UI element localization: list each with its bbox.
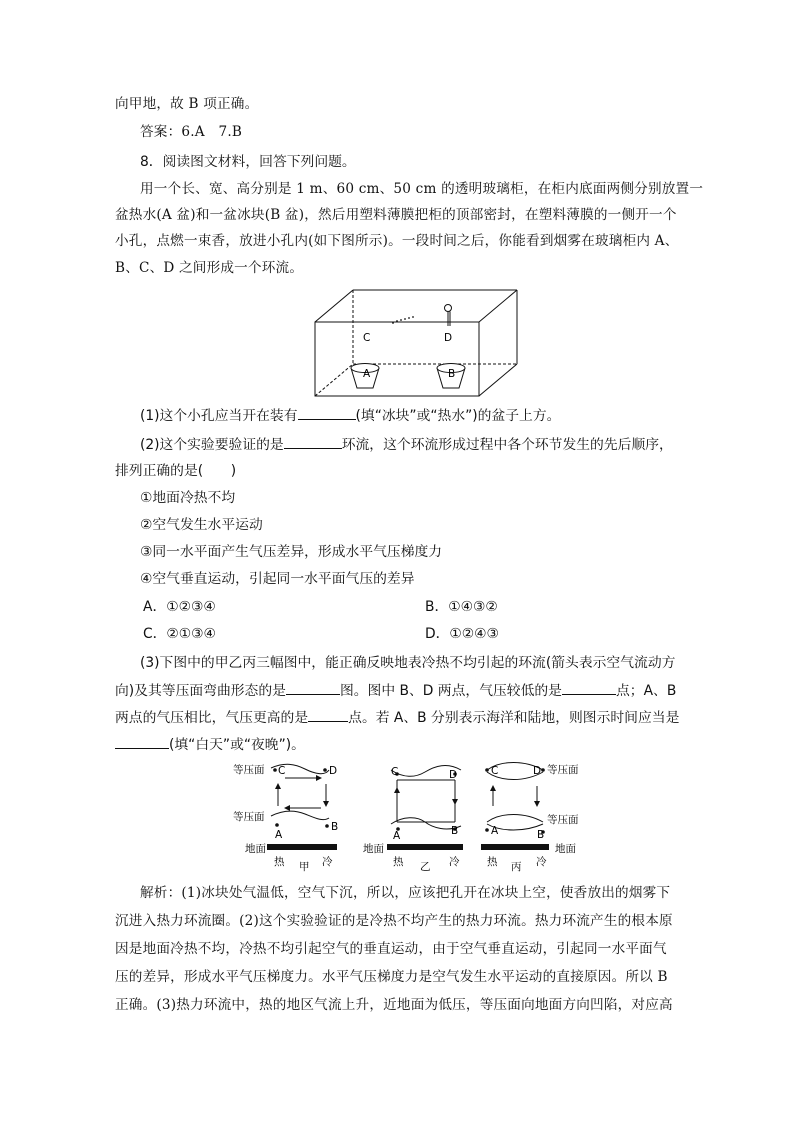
question-3-line1: (3)下图中的甲乙丙三幅图中，能正确反映地表冷热不均引起的环流(箭头表示空气流动方 bbox=[140, 655, 676, 671]
question-2-line2: 排列正确的是( ) bbox=[115, 463, 237, 479]
material-line-3: 小孔，点燃一束香，放进小孔内(如下图所示)。一段时间之后，你能看到烟雾在玻璃柜内 A、 bbox=[115, 233, 679, 249]
point-c: C bbox=[491, 765, 499, 777]
choice-d[interactable]: D．①②④③ bbox=[425, 626, 499, 642]
ground-label: 地面 bbox=[245, 843, 266, 855]
answer-blank[interactable] bbox=[115, 734, 169, 749]
point-c: C bbox=[391, 766, 399, 778]
answer-blank[interactable] bbox=[284, 434, 342, 449]
hot-label: 热 bbox=[274, 856, 285, 868]
option-1: ①地面冷热不均 bbox=[140, 490, 236, 506]
cabinet-figure bbox=[305, 282, 525, 402]
diagram-bing bbox=[481, 763, 579, 874]
answer-line: 答案：6.A 7.B bbox=[140, 124, 243, 140]
caption-jia: 甲 bbox=[299, 861, 310, 873]
q3-text-e: 点。若 A、B 分别表示海洋和陆地，则图示时间应当是 bbox=[348, 710, 680, 726]
ground-label: 地面 bbox=[363, 843, 384, 855]
answer-blank[interactable] bbox=[562, 680, 616, 695]
choice-b[interactable]: B．①④③② bbox=[425, 599, 498, 615]
point-d: D bbox=[533, 765, 542, 777]
caption-bing: 丙 bbox=[511, 861, 522, 873]
question-2-pre: (2)这个实验要验证的是 bbox=[140, 437, 284, 453]
analysis-line-5: 正确。(3)热力环流中，热的地区气流上升，近地面为低压，等压面向地面方向凹陷，对应高 bbox=[115, 997, 673, 1013]
incense-stick bbox=[445, 305, 452, 327]
cold-label: 冷 bbox=[449, 856, 460, 868]
point-a: A bbox=[275, 829, 283, 841]
point-b: B bbox=[451, 825, 459, 837]
choice-a[interactable]: A．①②③④ bbox=[143, 599, 216, 615]
answer-blank[interactable] bbox=[298, 405, 356, 420]
analysis-line-3: 因是地面冷热不均，冷热不均引起空气的垂直运动，由于空气垂直运动，引起同一水平面气 bbox=[115, 941, 667, 957]
point-a: A bbox=[491, 825, 499, 837]
ground-label: 地面 bbox=[555, 843, 576, 855]
isobar-label: 等压面 bbox=[233, 811, 265, 823]
text-line: 向甲地，故 B 项正确。 bbox=[115, 96, 259, 112]
analysis-line-4: 压的差异，形成水平气压梯度力。水平气压梯度力是空气发生水平运动的直接原因。所以 B bbox=[115, 969, 668, 985]
option-2: ②空气发生水平运动 bbox=[140, 517, 263, 533]
cold-label: 冷 bbox=[536, 856, 547, 868]
choice-c[interactable]: C．②①③④ bbox=[143, 626, 216, 642]
point-b: B bbox=[537, 829, 545, 841]
question-8-title: 8．阅读图文材料，回答下列问题。 bbox=[140, 154, 356, 170]
material-line-1: 用一个长、宽、高分别是 1 m、60 cm、50 cm 的透明玻璃柜，在柜内底面两侧分别放置一 bbox=[140, 181, 704, 197]
point-a: A bbox=[393, 830, 401, 842]
hot-label: 热 bbox=[487, 856, 498, 868]
question-1-post: (填“冰块”或“热水”)的盆子上方。 bbox=[355, 408, 561, 424]
question-3-line4 bbox=[115, 734, 305, 755]
label-a: A bbox=[363, 368, 371, 380]
label-b: B bbox=[448, 368, 456, 380]
point-b: B bbox=[331, 821, 339, 833]
analysis-line-2: 沉进入热力环流圈。(2)这个实验验证的是冷热不均产生的热力环流。热力环流产生的根本原 bbox=[115, 913, 673, 929]
q3-text-a: 向)及其等压面弯曲形态的是 bbox=[115, 683, 286, 699]
q3-text-c: 点；A、B bbox=[615, 683, 677, 699]
question-2 bbox=[140, 434, 673, 455]
question-1 bbox=[140, 405, 560, 426]
option-4: ④空气垂直运动，引起同一水平面气压的差异 bbox=[140, 571, 415, 587]
answer-blank[interactable] bbox=[286, 680, 340, 695]
point-c: C bbox=[278, 765, 286, 777]
material-line-4: B、C、D 之间形成一个环流。 bbox=[115, 260, 304, 276]
label-c: C bbox=[363, 332, 371, 344]
isobar-label: 等压面 bbox=[233, 764, 265, 776]
option-3: ③同一水平面产生气压差异，形成水平气压梯度力 bbox=[140, 544, 443, 560]
cold-label: 冷 bbox=[322, 856, 333, 868]
question-3-line2 bbox=[115, 680, 676, 701]
point-d: D bbox=[329, 765, 338, 777]
question-3-line3 bbox=[115, 707, 679, 728]
material-line-2: 盆热水(A 盆)和一盆冰块(B 盆)，然后用塑料薄膜把柜的顶部密封，在塑料薄膜的一侧开一个 bbox=[115, 207, 677, 223]
question-1-pre: (1)这个小孔应当开在装有 bbox=[140, 408, 298, 424]
isobar-label: 等压面 bbox=[547, 764, 579, 776]
diagram-jia bbox=[233, 763, 338, 873]
analysis-line-1: 解析：(1)冰块处气温低，空气下沉，所以，应该把孔开在冰块上空，使香放出的烟雾下 bbox=[140, 885, 671, 901]
label-d: D bbox=[444, 332, 453, 344]
q3-text-d: 两点的气压相比，气压更高的是 bbox=[115, 710, 309, 726]
diagram-yi bbox=[363, 766, 463, 873]
q3-text-f: (填“白天”或“夜晚”)。 bbox=[169, 737, 305, 753]
isobar-label: 等压面 bbox=[547, 814, 579, 826]
smoke-dots bbox=[392, 316, 414, 324]
point-d: D bbox=[449, 769, 458, 781]
caption-yi: 乙 bbox=[420, 861, 431, 873]
question-2-post: 环流，这个环流形成过程中各个环节发生的先后顺序， bbox=[341, 437, 673, 453]
q3-text-b: 图。图中 B、D 两点，气压较低的是 bbox=[339, 683, 562, 699]
hot-label: 热 bbox=[393, 856, 404, 868]
circulation-figure bbox=[225, 758, 595, 873]
answer-blank[interactable] bbox=[308, 707, 348, 722]
